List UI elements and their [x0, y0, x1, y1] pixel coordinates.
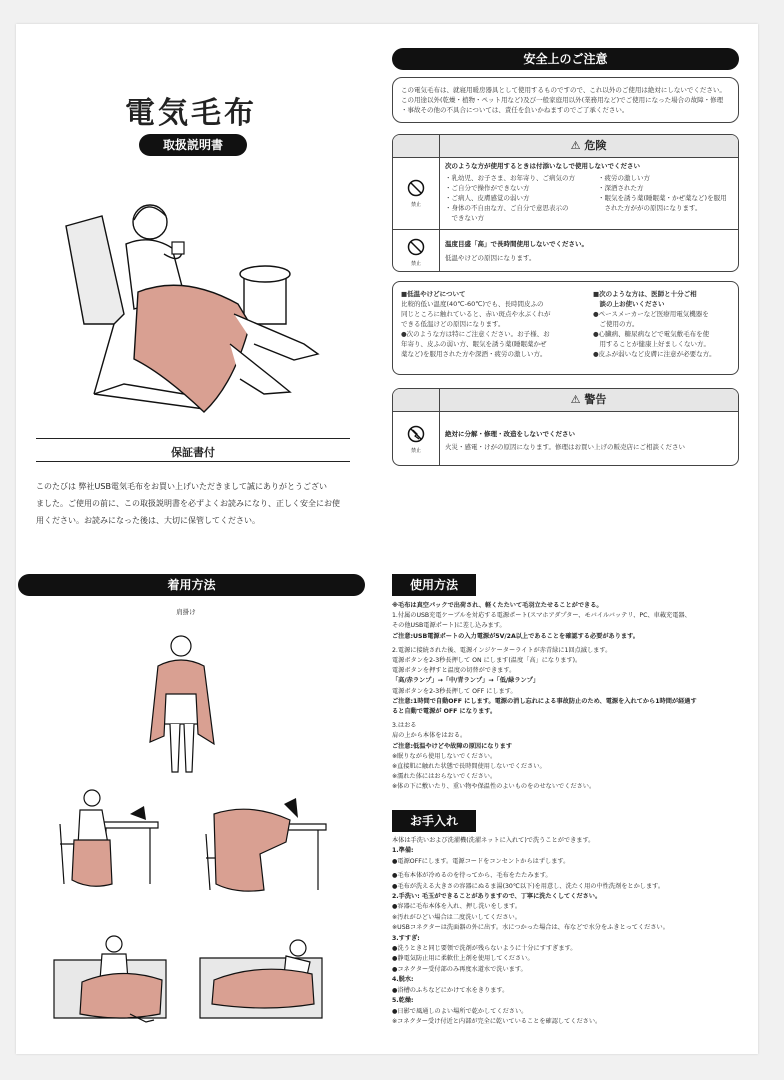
shoulder-wrap-figure [136, 624, 226, 784]
burn-line: ●心臓病、糖尿病などで電気敷毛布を使 [593, 330, 710, 338]
usage-line: ご注意:1時間で自動OFF にします。電源の消し忘れによる事故防止のため、電源を入れてから1時間が経過す [392, 697, 697, 705]
intro-text [36, 478, 366, 529]
burn-right [593, 289, 716, 359]
cover-subtitle: 取扱説明書 [139, 134, 247, 156]
care-heading: お手入れ [392, 810, 476, 832]
usage-body [392, 601, 744, 793]
intro-line: ました。ご使用の前に、この取扱説明書を必ずよくお読みになり、正しく安全にお使 [36, 499, 340, 508]
cover-title: 電気毛布 [125, 96, 257, 131]
wearing-heading: 着用方法 [18, 574, 365, 596]
care-line: ●浴槽のふちなどにかけて水をきります。 [392, 986, 509, 994]
usage-line: ※体の下に敷いたり、重い物や保温性のよいものをのせないでください。 [392, 783, 596, 791]
danger-box [392, 134, 739, 272]
bullet-line: ・深酒された方 [598, 184, 644, 192]
usage-line: ※直接肌に触れた状態で長時間使用しないでください。 [392, 763, 546, 771]
care-line: ●毛布本体が冷めるのを待ってから、毛布をたたみます。 [392, 872, 552, 880]
burn-line: ご使用の方。 [593, 320, 639, 328]
usage-line: 電源ボタンを2-3秒長押して ON にします(温度「高」になります)。 [392, 657, 582, 665]
warning-title: 警告 [584, 393, 607, 406]
bullet-line: ・眠気を誘う薬(睡眠薬・かぜ薬など)を服用 [598, 194, 727, 202]
danger-item1-head: 次のような方が使用するときは付添いなしで使用しないでください [445, 162, 640, 170]
sofa-sitting-figure [50, 930, 170, 1026]
burn-line: 年寄り、皮ふの弱い方、眠気を誘う薬(睡眠薬かぜ [401, 340, 547, 348]
burn-line: ●ペースメーカーなど医療用電気機器を [593, 310, 709, 318]
safety-notice-box [392, 77, 739, 123]
notice-line: この電気毛布は、就寝用暖房器具として使用するものですので、これ以外のご使用は絶対にしないでください。 [401, 86, 726, 94]
bullet-line: ・疲労の激しい方 [598, 174, 650, 182]
care-line: ●電源OFFにします。電源コードをコンセントからはずします。 [392, 857, 570, 865]
burn-line: ●皮ふが弱いなど皮膚に注意が必要な方。 [593, 350, 716, 358]
bullet-line: できない方 [445, 214, 484, 222]
burn-line: 同じところに触れていると、赤い斑点や水ぶくれが [401, 310, 551, 318]
burn-line: 用することが健康上好ましくない方。 [593, 340, 710, 348]
usage-line: ※眠りながら使用しないでください。 [392, 752, 497, 760]
usage-line: ご注意:USB電源ポートの入力電源が5V/2A以上であることを確認する必要があります。 [392, 632, 639, 640]
safety-heading: 安全上のご注意 [392, 48, 739, 70]
care-body [392, 836, 744, 1027]
usage-line: その他USB電源ポート)に差し込みます。 [392, 622, 506, 630]
bullet-line: ・ご病人、皮膚感覚の弱い方 [445, 194, 530, 202]
warning-box [392, 388, 739, 466]
care-line: ●静電気防止用に柔軟仕上剤を使用してください。 [392, 955, 534, 963]
bullet-line: ・乳幼児、お子さま、お年寄り、ご病気の方 [445, 174, 575, 182]
sofa-lying-figure [196, 934, 326, 1024]
usage-line: ※濡れた体にはおらないでください。 [392, 773, 497, 781]
chair-shape [66, 216, 124, 324]
burn-line: 比較的低い温度(40℃-60℃)でも、長時間皮ふの [401, 300, 544, 308]
warranty-bottom-rule [36, 461, 350, 462]
care-line: 本体は手洗いおよび洗濯機(洗濯ネットに入れて)で洗うことができます。 [392, 837, 595, 844]
usage-line: 3.はおる [392, 722, 417, 730]
manual-page [16, 24, 758, 1054]
no-disassemble-icon [407, 425, 425, 443]
danger-item2-body: 低温やけどの原因になります。 [445, 254, 536, 262]
prohibited-icon [407, 179, 425, 197]
danger-title: 危険 [584, 139, 607, 152]
desk-nap-figure [200, 794, 330, 894]
forbid-label: 禁止 [410, 448, 421, 454]
burn-line: 薬など)を服用された方や深酒・疲労の激しい方。 [401, 350, 547, 358]
danger-banner [439, 135, 738, 158]
warning-banner [439, 389, 738, 412]
warranty-top-rule [36, 438, 350, 439]
wearing-label: 肩掛け [176, 608, 196, 616]
care-line: 3.すすぎ: [392, 934, 420, 942]
usage-line: 電源ボタンを押すと温度の切替ができます。 [392, 667, 516, 675]
desk-figure [50, 784, 170, 894]
danger-item1-left [445, 173, 575, 223]
prohibited-icon [407, 238, 425, 256]
burn-info-box [392, 281, 739, 375]
care-line: ※コネクター受け付近と内部が完全に乾いていることを確認してください。 [392, 1017, 602, 1025]
burn-left-head: ■低温やけどについて [401, 290, 466, 298]
warning-triangle-icon: ⚠ [570, 393, 581, 406]
forbid-label: 禁止 [410, 261, 421, 267]
person-head [133, 205, 167, 239]
usage-line: 「高/赤ランプ」→「中/青ランプ」→「低/緑ランプ」 [392, 677, 540, 685]
usage-line: ると自動で電源が OFF になります。 [392, 708, 497, 716]
care-line: 2.手洗い: 毛玉ができることがありますので、丁寧に洗たくしてください。 [392, 893, 602, 901]
care-line: 4.脱水: [392, 976, 414, 984]
burn-right-head: 談の上お使いください [593, 300, 665, 308]
danger-item1-right [598, 173, 727, 213]
bullet-line: された方ががの原因になります。 [598, 204, 702, 212]
usage-line: 肩の上から本体をはおる。 [392, 732, 467, 740]
care-line: 5.乾燥: [392, 997, 414, 1005]
care-line: ●コネクター受付部のみ再度水道水で洗います。 [392, 965, 527, 973]
burn-left [401, 289, 551, 359]
care-line: ●洗うときと同じ要領で洗剤が残らないように十分にすすぎます。 [392, 945, 577, 953]
warning-triangle-icon: ⚠ [570, 139, 581, 152]
bullet-line: ・ご自分で操作ができない方 [445, 184, 530, 192]
care-line: ●日影で風通しのよい場所で乾かしてください。 [392, 1007, 528, 1015]
usage-heading: 使用方法 [392, 574, 476, 596]
notice-line: この用途以外(乾燥・植物・ペット用など)及び一般家庭用以外(業務用など)でご使用になった場合の故障・修理 [401, 96, 724, 104]
intro-line: 用ください。お読みになった後は、大切に保管してください。 [36, 516, 260, 525]
cover-illustration [54, 174, 334, 424]
usage-line: ご注意:低温やけどや故障の原因になります [392, 742, 513, 750]
forbid-label: 禁止 [410, 202, 421, 208]
care-line: ●毛布が洗える大きさの容器にぬるま湯(30℃以下)を用意し、洗たく用の中性洗剤をとかします。 [392, 882, 665, 890]
notice-line: ・事故その他の不具合については、責任を負いかねますのでご了承ください。 [401, 106, 629, 114]
bullet-line: ・身体の不自由な方、ご自分で意思表示の [445, 204, 569, 212]
care-line: 1.準備: [392, 847, 414, 855]
usage-line: 電源ボタンを2-3秒長押して OFF にします。 [392, 687, 517, 695]
usage-line: 1.付属のUSB充電ケーブルを対応する電源ポート(スマホアダプター、モバイルバッテリ、PC、車載充電器、 [392, 612, 691, 620]
usage-line: ※毛布は真空パックで出荷され、軽くたたいて毛羽立たせることができる。 [392, 602, 603, 609]
care-line: ※USBコネクターは洗面器の外に出す。水につかった場合は、布などで水分をふきとってください。 [392, 924, 669, 932]
intro-line: このたびは 弊社USB電気毛布をお買い上げいただきまして誠にありがとうござい [36, 482, 327, 491]
warning-body: 火災・感電・けがの原因になります。修理はお買い上げの販売店にご相談ください [445, 443, 685, 451]
burn-line: できる低温けどの原因になります。 [401, 320, 505, 328]
danger-item2-head: 温度目盛「高」で長時間使用しないでください。 [445, 240, 588, 248]
care-line: ※汚れがひどい場合は二度洗いしてください。 [392, 913, 521, 921]
warning-head: 絶対に分解・修理・改造をしないでください [445, 430, 575, 438]
usage-line: 2.電源に接続された後、電源インジケーターライトが赤青緑に1回点滅します。 [392, 646, 612, 654]
care-line: ●容器に毛布本体を入れ、押し洗いをします。 [392, 903, 522, 911]
burn-line: ●次のような方は特にご注意ください。お子様、お [401, 330, 550, 338]
warranty-heading: 保証書付 [171, 446, 215, 459]
burn-right-head: ■次のような方は、医師と十分ご相 [593, 290, 697, 298]
